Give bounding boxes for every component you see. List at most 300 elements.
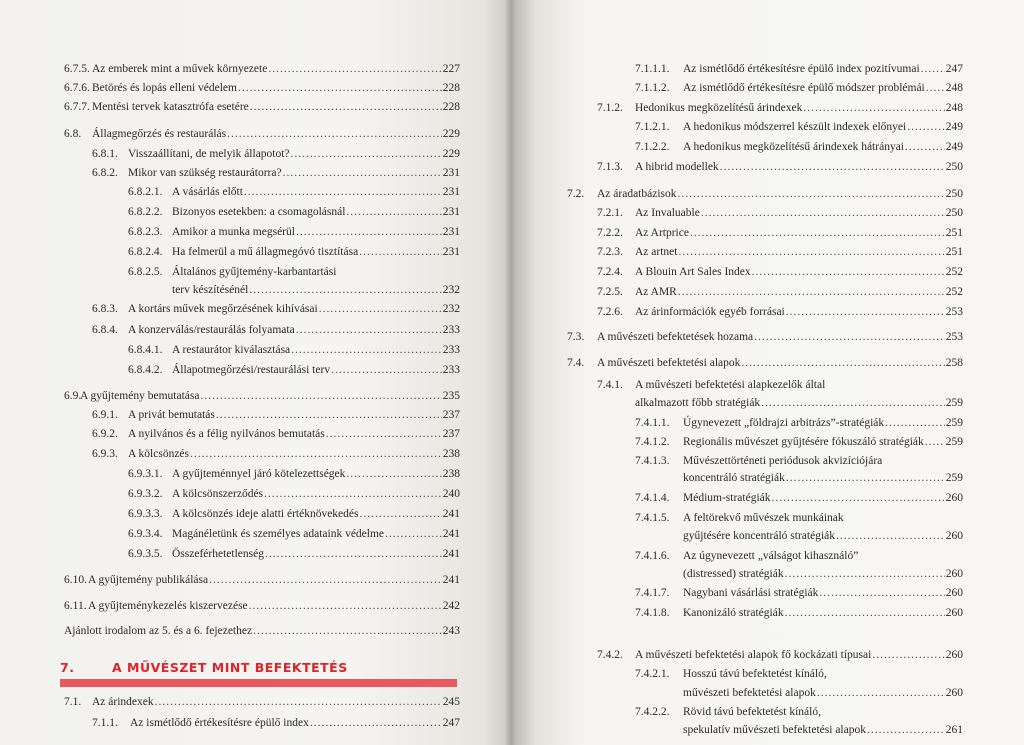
toc-entry-title: A művészeti befektetési alapkezelők által bbox=[635, 379, 826, 391]
toc-entry-title: Ajánlott irodalom az 5. és a 6. fejezethez bbox=[64, 625, 253, 637]
toc-page-number: 250 bbox=[945, 188, 963, 200]
leader-dots bbox=[921, 62, 945, 76]
toc-entry bbox=[635, 435, 963, 449]
toc-page-number: 260 bbox=[945, 530, 963, 542]
leader-dots bbox=[885, 416, 945, 430]
toc-entry-title: Az Artprice bbox=[635, 227, 689, 239]
leader-dots bbox=[836, 529, 945, 543]
toc-entry bbox=[635, 81, 963, 95]
toc-entry bbox=[128, 507, 460, 521]
toc-entry-number: 7.2.3. bbox=[597, 246, 623, 258]
toc-page-number: 252 bbox=[945, 266, 963, 278]
toc-entry-number: 6.8.2.2. bbox=[128, 206, 163, 218]
toc-entry-number: 7.4.1. bbox=[597, 379, 623, 391]
toc-page-number: 243 bbox=[442, 625, 460, 637]
toc-entry-number: 6.8.2.3. bbox=[128, 226, 163, 238]
toc-entry-title: A művészeti befektetési alapok fő kockázati típusai bbox=[635, 649, 872, 661]
leader-dots bbox=[925, 435, 945, 449]
toc-entry-title: Az árindexek bbox=[92, 696, 154, 708]
left-page bbox=[0, 0, 505, 745]
toc-entry bbox=[683, 723, 963, 737]
toc-page-number: 250 bbox=[945, 207, 963, 219]
toc-page-number: 260 bbox=[945, 568, 963, 580]
toc-entry bbox=[567, 330, 963, 344]
toc-entry-number: 7.1.2. bbox=[597, 102, 623, 114]
toc-entry bbox=[128, 363, 460, 377]
toc-entry-number: 7.4.2.1. bbox=[635, 668, 670, 680]
toc-entry-title: Az ismétlődő értékesítésre épülő index bbox=[130, 717, 309, 729]
toc-entry bbox=[597, 160, 963, 174]
toc-page-number: 237 bbox=[442, 428, 460, 440]
toc-page-number: 260 bbox=[945, 687, 963, 699]
chapter-title: A MŰVÉSZET MINT BEFEKTETÉS bbox=[112, 660, 348, 675]
toc-entry bbox=[683, 686, 963, 700]
toc-entry-title: Mikor van szükség restaurátorra? bbox=[128, 167, 282, 179]
toc-entry bbox=[64, 599, 460, 613]
leader-dots bbox=[283, 166, 442, 180]
toc-page-number: 249 bbox=[945, 121, 963, 133]
toc-entry-number: 7.4. bbox=[567, 357, 585, 369]
toc-page-number: 259 bbox=[945, 472, 963, 484]
toc-entry-line bbox=[635, 705, 821, 719]
toc-entry bbox=[64, 81, 460, 95]
toc-page-number: 248 bbox=[945, 82, 963, 94]
toc-entry bbox=[128, 343, 460, 357]
leader-dots bbox=[291, 147, 442, 161]
leader-dots bbox=[678, 245, 944, 259]
toc-entry-title: A Blouin Art Sales Index bbox=[635, 266, 751, 278]
leader-dots bbox=[819, 586, 944, 600]
toc-page-number: 242 bbox=[442, 600, 460, 612]
toc-entry-number: 7.1.2.1. bbox=[635, 121, 670, 133]
toc-entry bbox=[597, 101, 963, 115]
toc-entry-number: 7.4.1.4. bbox=[635, 492, 670, 504]
leader-dots bbox=[772, 491, 945, 505]
toc-entry bbox=[92, 408, 460, 422]
toc-entry-title: Állagmegőrzés és restaurálás bbox=[92, 128, 227, 140]
toc-entry-title: Az emberek mint a művek környezete bbox=[92, 63, 268, 75]
toc-page-number: 238 bbox=[442, 468, 460, 480]
leader-dots bbox=[264, 487, 442, 501]
toc-entry-title: Médium-stratégiák bbox=[683, 492, 771, 504]
toc-entry-title: A kölcsönszerződés bbox=[172, 488, 264, 500]
leader-dots bbox=[296, 225, 442, 239]
toc-entry bbox=[64, 573, 460, 587]
toc-entry-title-continued: terv készítésénél bbox=[172, 284, 249, 296]
toc-entry-title: Állapotmegőrzési/restaurálási terv bbox=[172, 364, 331, 376]
toc-entry-title: A hedonikus megközelítésű árindexek hátrányai bbox=[683, 141, 904, 153]
leader-dots bbox=[690, 226, 945, 240]
toc-page-number: 245 bbox=[442, 696, 460, 708]
toc-page-number: 233 bbox=[442, 364, 460, 376]
toc-entry-number: 7.4.1.1. bbox=[635, 417, 670, 429]
leader-dots bbox=[803, 101, 944, 115]
toc-entry bbox=[683, 471, 963, 485]
toc-page-number: 249 bbox=[945, 141, 963, 153]
toc-page-number: 238 bbox=[442, 448, 460, 460]
leader-dots bbox=[155, 695, 442, 709]
toc-page-number: 241 bbox=[442, 528, 460, 540]
toc-entry-title: Általános gyűjtemény-karbantartási bbox=[172, 266, 337, 278]
toc-entry-title: A gyűjteménnyel járó kötelezettségek bbox=[172, 468, 346, 480]
toc-entry-number: 7.1.1.1. bbox=[635, 63, 670, 75]
toc-entry bbox=[597, 206, 963, 220]
toc-page-number: 229 bbox=[442, 128, 460, 140]
toc-entry bbox=[64, 100, 460, 114]
toc-entry-number: 7.2.1. bbox=[597, 207, 623, 219]
toc-entry-number: 7.2.2. bbox=[597, 227, 623, 239]
toc-entry-number: 6.8.2. bbox=[92, 167, 118, 179]
toc-page-number: 259 bbox=[945, 397, 963, 409]
leader-dots bbox=[346, 205, 441, 219]
toc-entry bbox=[128, 225, 460, 239]
toc-entry-title-continued: alkalmazott főbb stratégiák bbox=[635, 397, 761, 409]
toc-page-number: 253 bbox=[945, 331, 963, 343]
toc-page-number: 260 bbox=[945, 587, 963, 599]
toc-entry bbox=[597, 245, 963, 259]
toc-entry-title: Hedonikus megközelítésű árindexek bbox=[635, 102, 803, 114]
toc-entry-number: 6.9.3.4. bbox=[128, 528, 163, 540]
leader-dots bbox=[905, 140, 945, 154]
toc-entry-number: 7.1.2.2. bbox=[635, 141, 670, 153]
toc-entry-number: 7.4.1.8. bbox=[635, 607, 670, 619]
toc-entry-title: A gyűjtemény publikálása bbox=[88, 574, 209, 586]
chapter-divider-bar bbox=[60, 679, 457, 687]
toc-entry-title: Regionális művészet gyűjtésére fókuszáló stratégiák bbox=[683, 436, 924, 448]
toc-entry bbox=[567, 356, 963, 370]
toc-entry-line bbox=[635, 511, 844, 525]
toc-entry bbox=[92, 302, 460, 316]
toc-entry bbox=[597, 265, 963, 279]
toc-entry-title: A gyűjtemény bemutatása bbox=[80, 390, 200, 402]
toc-entry-title: Ha felmerül a mű állagmegóvó tisztítása bbox=[172, 246, 359, 258]
toc-entry bbox=[128, 205, 460, 219]
leader-dots bbox=[296, 323, 442, 337]
toc-entry-number: 7.4.1.7. bbox=[635, 587, 670, 599]
toc-entry-number: 6.10. bbox=[64, 574, 87, 586]
toc-entry-title: Művészettörténeti periódusok akvizíciójára bbox=[683, 455, 883, 467]
leader-dots bbox=[360, 507, 442, 521]
leader-dots bbox=[678, 285, 945, 299]
toc-entry-number: 6.8.3. bbox=[92, 303, 118, 315]
toc-entry bbox=[597, 648, 963, 662]
toc-entry-title: Az AMR bbox=[635, 286, 677, 298]
toc-entry-number: 6.7.6. bbox=[64, 82, 90, 94]
toc-page-number: 260 bbox=[945, 492, 963, 504]
toc-entry bbox=[64, 624, 460, 638]
leader-dots bbox=[346, 467, 441, 481]
toc-entry-number: 6.11. bbox=[64, 600, 87, 612]
toc-entry bbox=[92, 323, 460, 337]
leader-dots bbox=[238, 81, 442, 95]
toc-page-number: 231 bbox=[442, 246, 460, 258]
toc-entry-number: 7.4.2. bbox=[597, 649, 623, 661]
toc-entry-number: 6.8.4.2. bbox=[128, 364, 163, 376]
toc-entry bbox=[128, 487, 460, 501]
toc-entry bbox=[92, 147, 460, 161]
leader-dots bbox=[817, 686, 945, 700]
toc-page-number: 235 bbox=[442, 390, 460, 402]
toc-page-number: 231 bbox=[442, 167, 460, 179]
toc-page-number: 248 bbox=[945, 102, 963, 114]
leader-dots bbox=[678, 187, 945, 201]
toc-entry bbox=[64, 62, 460, 76]
toc-entry-number: 6.9.3.1. bbox=[128, 468, 163, 480]
toc-entry bbox=[597, 305, 963, 319]
toc-page-number: 260 bbox=[945, 649, 963, 661]
toc-entry-title: Úgynevezett „földrajzi arbitrázs”-stratégiák bbox=[683, 417, 885, 429]
toc-entry-number: 6.8.4. bbox=[92, 324, 118, 336]
toc-page-number: 227 bbox=[442, 63, 460, 75]
toc-entry-title: Az ismétlődő értékesítésre épülő módszer problémái bbox=[683, 82, 925, 94]
toc-entry-number: 6.8.4.1. bbox=[128, 344, 163, 356]
toc-entry bbox=[64, 127, 460, 141]
toc-page-number: 247 bbox=[442, 717, 460, 729]
toc-page-number: 252 bbox=[945, 286, 963, 298]
leader-dots bbox=[907, 120, 945, 134]
toc-entry bbox=[92, 166, 460, 180]
toc-entry-line bbox=[635, 549, 858, 563]
toc-page-number: 229 bbox=[442, 148, 460, 160]
toc-page-number: 232 bbox=[442, 284, 460, 296]
toc-page-number: 231 bbox=[442, 206, 460, 218]
toc-entry-number: 6.9.2. bbox=[92, 428, 118, 440]
toc-entry bbox=[64, 695, 460, 709]
toc-entry-title: Az árinformációk egyéb forrásai bbox=[635, 306, 785, 318]
leader-dots bbox=[209, 573, 442, 587]
toc-entry-number: 6.9.3.5. bbox=[128, 548, 163, 560]
toc-page-number: 228 bbox=[442, 82, 460, 94]
toc-entry-title: A művészeti befektetések hozama bbox=[597, 331, 754, 343]
leader-dots bbox=[216, 408, 442, 422]
toc-entry-title: Nagybani vásárlási stratégiák bbox=[683, 587, 819, 599]
toc-entry-title: A kölcsönzés ideje alatti értéknövekedés bbox=[172, 508, 359, 520]
leader-dots bbox=[268, 62, 441, 76]
toc-entry-number: 7.2.4. bbox=[597, 266, 623, 278]
toc-entry-title: Hosszú távú befektetést kínáló, bbox=[683, 668, 827, 680]
toc-entry bbox=[683, 567, 963, 581]
toc-entry-number: 7.2. bbox=[567, 188, 585, 200]
toc-entry-number: 7.2.6. bbox=[597, 306, 623, 318]
toc-page-number: 258 bbox=[945, 357, 963, 369]
toc-entry-title: Magánéletünk és személyes adataink védelme bbox=[172, 528, 385, 540]
toc-entry-title: Visszaállítani, de melyik állapotot? bbox=[128, 148, 290, 160]
leader-dots bbox=[867, 723, 945, 737]
toc-entry bbox=[635, 120, 963, 134]
leader-dots bbox=[785, 606, 945, 620]
book-gutter bbox=[505, 0, 515, 745]
toc-entry-title: Amikor a munka megsérül bbox=[172, 226, 295, 238]
leader-dots bbox=[249, 599, 442, 613]
leader-dots bbox=[291, 343, 442, 357]
toc-entry-line bbox=[635, 454, 882, 468]
right-page bbox=[515, 0, 1024, 745]
toc-entry-title: A hibrid modellek bbox=[635, 161, 719, 173]
leader-dots bbox=[319, 302, 442, 316]
toc-entry-title: Összeférhetetlenség bbox=[172, 548, 264, 560]
toc-entry-title: Az artnet bbox=[635, 246, 678, 258]
toc-page-number: 259 bbox=[945, 436, 963, 448]
toc-entry-number: 7.4.1.5. bbox=[635, 512, 670, 524]
leader-dots bbox=[310, 716, 442, 730]
toc-page-number: 251 bbox=[945, 246, 963, 258]
toc-entry-title: Betörés és lopás elleni védelem bbox=[92, 82, 237, 94]
toc-entry-line bbox=[128, 265, 336, 279]
toc-entry-title-continued: spekulatív művészeti befektetési alapok bbox=[683, 724, 866, 736]
toc-entry-title: Mentési tervek katasztrófa esetére bbox=[92, 101, 249, 113]
toc-entry-title: A konzerválás/restaurálás folyamata bbox=[128, 324, 295, 336]
toc-entry-title: A privát bemutatás bbox=[128, 409, 215, 421]
leader-dots bbox=[385, 527, 442, 541]
toc-entry-number: 7.1.3. bbox=[597, 161, 623, 173]
toc-entry-number: 7.4.1.3. bbox=[635, 455, 670, 467]
toc-entry-title: A restaurátor kiválasztása bbox=[172, 344, 291, 356]
leader-dots bbox=[752, 265, 945, 279]
leader-dots bbox=[200, 389, 441, 403]
toc-entry bbox=[635, 606, 963, 620]
toc-entry bbox=[635, 62, 963, 76]
toc-entry-title: Rövid távú befektetést kínáló, bbox=[683, 706, 821, 718]
chapter-heading bbox=[60, 660, 348, 675]
toc-entry-title: A vásárlás előtt bbox=[172, 186, 243, 198]
toc-page-number: 253 bbox=[945, 306, 963, 318]
toc-entry-number: 6.7.5. bbox=[64, 63, 90, 75]
toc-entry bbox=[635, 396, 963, 410]
toc-entry-title: Az ismétlődő értékesítésre épülő index pozitívumai bbox=[683, 63, 920, 75]
toc-entry-number: 6.9.3.2. bbox=[128, 488, 163, 500]
toc-page-number: 233 bbox=[442, 324, 460, 336]
toc-page-number: 237 bbox=[442, 409, 460, 421]
toc-page-number: 250 bbox=[945, 161, 963, 173]
toc-page-number: 232 bbox=[442, 303, 460, 315]
toc-entry-title-continued: koncentráló stratégiák bbox=[683, 472, 785, 484]
toc-entry bbox=[635, 140, 963, 154]
toc-entry bbox=[128, 245, 460, 259]
toc-entry-title: A művészeti befektetési alapok bbox=[597, 357, 741, 369]
leader-dots bbox=[190, 447, 442, 461]
toc-page-number: 247 bbox=[945, 63, 963, 75]
leader-dots bbox=[244, 185, 442, 199]
toc-entry-title: Kanonizáló stratégiák bbox=[683, 607, 784, 619]
toc-entry-title: A kölcsönzés bbox=[128, 448, 190, 460]
toc-entry bbox=[635, 416, 963, 430]
toc-entry bbox=[635, 586, 963, 600]
toc-page-number: 241 bbox=[442, 574, 460, 586]
leader-dots bbox=[227, 127, 442, 141]
toc-entry-number: 6.9.3.3. bbox=[128, 508, 163, 520]
toc-entry-number: 6.7.7. bbox=[64, 101, 90, 113]
toc-entry-title-continued: gyűjtésére koncentráló stratégiák bbox=[683, 530, 835, 542]
leader-dots bbox=[754, 330, 945, 344]
toc-entry-number: 7.1. bbox=[64, 696, 82, 708]
toc-entry-line bbox=[635, 667, 827, 681]
leader-dots bbox=[785, 567, 945, 581]
chapter-number: 7. bbox=[60, 660, 75, 675]
toc-page-number: 231 bbox=[442, 226, 460, 238]
toc-entry-number: 6.8.2.5. bbox=[128, 266, 163, 278]
toc-page-number: 261 bbox=[945, 724, 963, 736]
leader-dots bbox=[926, 81, 945, 95]
toc-entry-number: 7.3. bbox=[567, 331, 585, 343]
toc-entry-number: 6.8.2.4. bbox=[128, 246, 163, 258]
toc-entry bbox=[172, 283, 460, 297]
toc-page-number: 259 bbox=[945, 417, 963, 429]
toc-entry-number: 6.8. bbox=[64, 128, 82, 140]
leader-dots bbox=[253, 624, 442, 638]
toc-entry-title: A nyilvános és a félig nyilvános bemutatás bbox=[128, 428, 325, 440]
leader-dots bbox=[741, 356, 944, 370]
toc-entry-number: 7.4.2.2. bbox=[635, 706, 670, 718]
toc-entry bbox=[64, 389, 460, 403]
toc-entry-line bbox=[597, 378, 825, 392]
leader-dots bbox=[250, 100, 442, 114]
toc-entry-number: 6.9.3. bbox=[92, 448, 118, 460]
leader-dots bbox=[761, 396, 945, 410]
toc-entry bbox=[92, 447, 460, 461]
toc-entry-title: Bizonyos esetekben: a csomagolásnál bbox=[172, 206, 346, 218]
toc-entry bbox=[597, 285, 963, 299]
toc-entry-number: 7.4.1.2. bbox=[635, 436, 670, 448]
toc-entry-title: A kortárs művek megőrzésének kihívásai bbox=[128, 303, 318, 315]
toc-entry-number: 6.9. bbox=[64, 390, 82, 402]
toc-entry-number: 7.4.1.6. bbox=[635, 550, 670, 562]
toc-entry-number: 7.2.5. bbox=[597, 286, 623, 298]
toc-page-number: 251 bbox=[945, 227, 963, 239]
toc-entry-title: A feltörekvő művészek munkáinak bbox=[683, 512, 844, 524]
toc-entry-number: 7.1.1.2. bbox=[635, 82, 670, 94]
toc-page-number: 231 bbox=[442, 186, 460, 198]
toc-entry bbox=[597, 226, 963, 240]
toc-entry bbox=[92, 716, 460, 730]
toc-entry-number: 6.9.1. bbox=[92, 409, 118, 421]
leader-dots bbox=[331, 363, 442, 377]
leader-dots bbox=[326, 427, 442, 441]
toc-entry-title: Az áradatbázisok bbox=[597, 188, 677, 200]
toc-entry-title-continued: (distressed) stratégiák bbox=[683, 568, 784, 580]
toc-page-number: 241 bbox=[442, 508, 460, 520]
leader-dots bbox=[701, 206, 945, 220]
toc-entry bbox=[128, 185, 460, 199]
toc-entry-number: 6.8.1. bbox=[92, 148, 118, 160]
toc-entry-number: 7.1.1. bbox=[92, 717, 118, 729]
toc-entry bbox=[128, 527, 460, 541]
toc-entry bbox=[567, 187, 963, 201]
toc-entry bbox=[128, 467, 460, 481]
toc-entry bbox=[635, 491, 963, 505]
toc-entry bbox=[683, 529, 963, 543]
toc-entry bbox=[92, 427, 460, 441]
toc-page-number: 228 bbox=[442, 101, 460, 113]
toc-entry bbox=[128, 547, 460, 561]
toc-entry-title: Az Invaluable bbox=[635, 207, 700, 219]
leader-dots bbox=[359, 245, 442, 259]
toc-page-number: 260 bbox=[945, 607, 963, 619]
toc-page-number: 233 bbox=[442, 344, 460, 356]
toc-entry-title-continued: művészeti befektetési alapok bbox=[683, 687, 816, 699]
leader-dots bbox=[249, 283, 441, 297]
toc-page-number: 241 bbox=[442, 548, 460, 560]
leader-dots bbox=[265, 547, 442, 561]
toc-page-number: 240 bbox=[442, 488, 460, 500]
toc-entry-title: A gyűjteménykezelés kiszervezése bbox=[88, 600, 248, 612]
toc-entry-title: Az úgynevezett „válságot kihasználó” bbox=[683, 550, 859, 562]
leader-dots bbox=[872, 648, 944, 662]
leader-dots bbox=[720, 160, 945, 174]
toc-entry-title: A hedonikus módszerrel készült indexek előnyei bbox=[683, 121, 907, 133]
toc-entry-number: 6.8.2.1. bbox=[128, 186, 163, 198]
leader-dots bbox=[786, 305, 945, 319]
leader-dots bbox=[786, 471, 945, 485]
